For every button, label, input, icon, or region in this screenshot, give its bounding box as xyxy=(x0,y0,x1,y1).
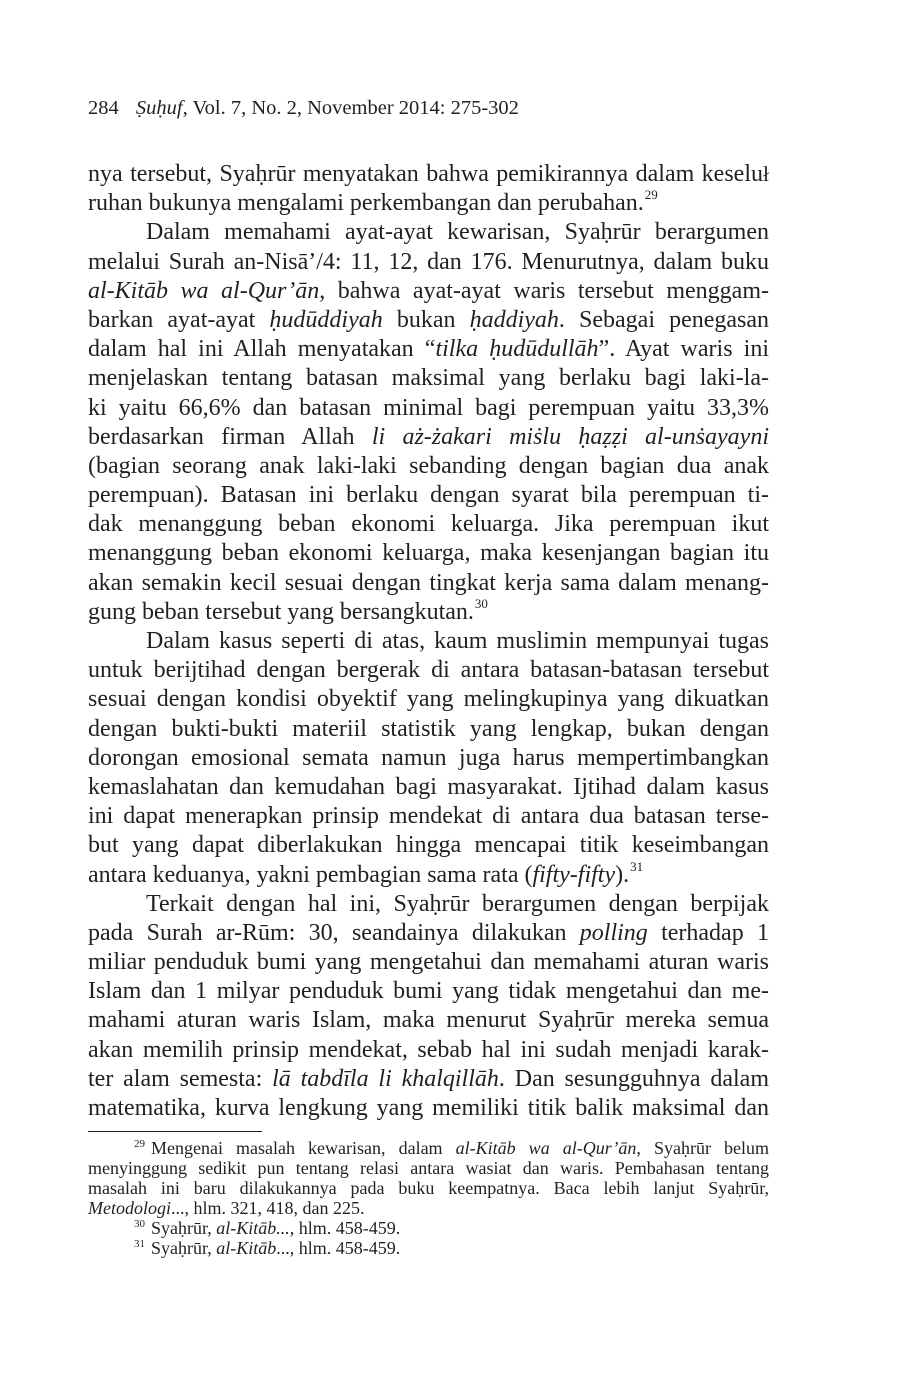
main-text xyxy=(88,160,769,1123)
text-run: ..., hlm. 321, 418, dan 225. xyxy=(171,1198,365,1219)
text-run: , Syaḥrūr belum xyxy=(636,1138,769,1158)
text-line xyxy=(88,539,769,568)
footnotes xyxy=(88,1138,769,1259)
text-line xyxy=(88,1006,769,1035)
italic-term: li aż-żakari miṡlu ḥaẓẓi al-unṡayayni xyxy=(371,423,770,450)
footnote-ref: 29 xyxy=(644,187,658,203)
text-line xyxy=(88,277,769,306)
text-run: dalam hal ini Allah menyatakan “ xyxy=(88,336,436,363)
text-run: (bagian seorang anak laki-laki sebanding dengan bagian dua anak xyxy=(88,452,769,479)
text-line xyxy=(88,335,769,364)
footnote-number: 30 xyxy=(134,1218,145,1231)
italic-term: al-Kitāb... xyxy=(216,1218,290,1239)
text-run: . Sebagai penegasan xyxy=(558,306,770,333)
footnote-line xyxy=(88,1138,769,1158)
text-run: menjelaskan tentang batasan maksimal yang berlaku bagi laki-la- xyxy=(88,365,769,392)
text-line xyxy=(88,595,769,627)
text-line xyxy=(88,364,769,393)
text-line xyxy=(88,773,769,802)
journal-citation: , Vol. 7, No. 2, November 2014: 275-302 xyxy=(182,97,519,119)
text-line xyxy=(88,948,769,977)
italic-term: lā tabdīla li khalqillāh xyxy=(272,1065,499,1092)
text-run: . Dan sesungguhnya dalam xyxy=(498,1065,769,1092)
hyphen-mark: ł xyxy=(763,162,769,186)
text-line xyxy=(88,218,769,247)
italic-term: tilka ḥudūdullāh xyxy=(435,336,599,363)
text-line xyxy=(88,160,769,189)
footnote-ref: 31 xyxy=(630,858,644,874)
text-run: kemaslahatan dan kemudahan bagi masyarakat. Ijtihad dalam kasus xyxy=(88,773,769,800)
text-line xyxy=(88,452,769,481)
text-run: dorongan emosional semata namun juga harus mempertimbangkan xyxy=(88,744,769,771)
text-run: sesuai dengan kondisi obyektif yang melingkupinya yang dikuatkan xyxy=(88,686,769,713)
italic-term: Metodologi xyxy=(88,1198,171,1219)
text-run: ). xyxy=(615,861,630,888)
italic-term: polling xyxy=(579,919,648,946)
text-run: antara keduanya, yakni pembagian sama rata ( xyxy=(88,861,533,888)
footnote-line xyxy=(88,1218,769,1238)
text-run: menyinggung sedikit pun tentang relasi antara wasiat dan waris. Pembahasan tentang xyxy=(88,1158,769,1179)
text-run: dak menanggung beban ekonomi keluarga. Jika perempuan ikut xyxy=(88,511,769,538)
text-line xyxy=(88,569,769,598)
text-run: melalui Surah an-Nisā’/4: 11, 12, dan 176. Menurutnya, dalam buku xyxy=(88,248,769,275)
italic-term: al-Kitāb xyxy=(216,1238,277,1259)
text-run: Dalam kasus seperti di atas, kaum muslimin mempunyai tugas xyxy=(146,628,769,654)
text-run: Syaḥrūr, xyxy=(151,1218,217,1239)
footnote-number: 29 xyxy=(134,1138,145,1150)
text-line xyxy=(88,306,769,335)
text-run: menanggung beban ekonomi keluarga, maka kesenjangan bagian itu xyxy=(88,540,769,567)
text-line xyxy=(88,656,769,685)
text-line xyxy=(88,1036,769,1065)
text-line xyxy=(88,744,769,773)
text-run: Islam dan 1 milyar penduduk bumi yang tidak mengetahui dan me- xyxy=(88,978,769,1005)
running-header xyxy=(88,97,519,120)
text-line xyxy=(88,627,769,656)
text-line xyxy=(88,1094,769,1123)
footnote-line xyxy=(88,1158,769,1178)
text-run: ..., hlm. 458-459. xyxy=(276,1238,401,1259)
text-run: ”. Ayat waris ini xyxy=(598,336,769,363)
text-run: akan memilih prinsip mendekat, sebab hal ini sudah menjadi karak- xyxy=(88,1036,769,1063)
text-line xyxy=(88,481,769,510)
text-line xyxy=(88,394,769,423)
footnote-number: 31 xyxy=(134,1238,145,1251)
text-run: berdasarkan firman Allah xyxy=(88,423,372,450)
text-run: matematika, kurva lengkung yang memiliki titik balik maksimal dan xyxy=(88,1095,769,1121)
text-line xyxy=(88,858,769,890)
text-run: mahami aturan waris Islam, maka menurut Syaḥrūr mereka semua xyxy=(88,1007,769,1034)
text-run: ruhan bukunya mengalami perkembangan dan perubahan. xyxy=(88,190,644,217)
text-run: untuk berijtihad dengan bergerak di antara batasan-batasan tersebut xyxy=(88,657,769,684)
text-run: akan semakin kecil sesuai dengan tingkat kerja sama dalam menang- xyxy=(88,569,769,596)
text-run: perempuan). Batasan ini berlaku dengan syarat bila perempuan ti- xyxy=(88,482,769,509)
text-line xyxy=(88,510,769,539)
text-run: ter alam semesta: xyxy=(88,1065,273,1092)
page-number: 284 xyxy=(88,97,119,119)
text-run: pada Surah ar-Rūm: 30, seandainya dilakukan xyxy=(88,919,580,946)
text-line xyxy=(88,248,769,277)
text-run: ki yaitu 66,6% dan batasan minimal bagi perempuan yaitu 33,3% xyxy=(88,394,769,421)
journal-title: Ṣuḥuf xyxy=(135,97,183,119)
italic-term: ḥaddiyah xyxy=(469,306,559,333)
text-line xyxy=(88,831,769,860)
text-run: Mengenai masalah kewarisan, dalam xyxy=(151,1138,456,1158)
text-line xyxy=(88,685,769,714)
footnote-separator xyxy=(88,1131,262,1132)
italic-term: ḥudūddiyah xyxy=(269,306,383,333)
text-run: nya tersebut, Syaḥrūr menyatakan bahwa pemikirannya dalam keselu xyxy=(88,161,763,187)
text-run: , hlm. 458-459. xyxy=(289,1218,401,1239)
text-run: barkan ayat-ayat xyxy=(88,306,270,333)
text-run: dengan bukti-bukti materiil statistik yang lengkap, bukan dengan xyxy=(88,715,769,742)
footnote-ref: 30 xyxy=(474,595,488,611)
footnote-line xyxy=(88,1198,769,1218)
text-line xyxy=(88,189,769,218)
footnote-line xyxy=(88,1238,769,1258)
text-run: gung beban tersebut yang bersangkutan. xyxy=(88,598,474,625)
text-line xyxy=(88,1065,769,1094)
text-line xyxy=(88,919,769,948)
text-run: Syaḥrūr, xyxy=(151,1238,217,1259)
text-run: ini dapat menerapkan prinsip mendekat di antara dua batasan terse- xyxy=(88,803,769,830)
text-run: but yang dapat diberlakukan hingga mencapai titik keseimbangan xyxy=(88,832,769,859)
text-line xyxy=(88,977,769,1006)
text-line xyxy=(88,802,769,831)
text-run: Dalam memahami ayat-ayat kewarisan, Syaḥrūr berargumen xyxy=(146,219,769,246)
text-run: masalah ini baru dilakukannya pada buku keempatnya. Baca lebih lanjut Syaḥrūr, xyxy=(88,1178,769,1199)
text-run: Terkait dengan hal ini, Syaḥrūr berargumen dengan berpijak xyxy=(146,890,769,917)
italic-term: al-Kitāb wa al-Qur’ān xyxy=(455,1138,637,1158)
text-run: terhadap 1 xyxy=(647,919,769,946)
text-line xyxy=(88,423,769,452)
text-run: , bahwa ayat-ayat waris tersebut menggam- xyxy=(319,277,769,304)
italic-term: al-Kitāb wa al-Qur’ān xyxy=(88,277,320,304)
text-run: bukan xyxy=(382,306,470,333)
footnote-line xyxy=(88,1178,769,1198)
text-line xyxy=(88,715,769,744)
italic-term: fifty-fifty xyxy=(532,861,616,888)
text-run: miliar penduduk bumi yang mengetahui dan memahami aturan waris xyxy=(88,949,769,976)
text-line xyxy=(88,890,769,919)
